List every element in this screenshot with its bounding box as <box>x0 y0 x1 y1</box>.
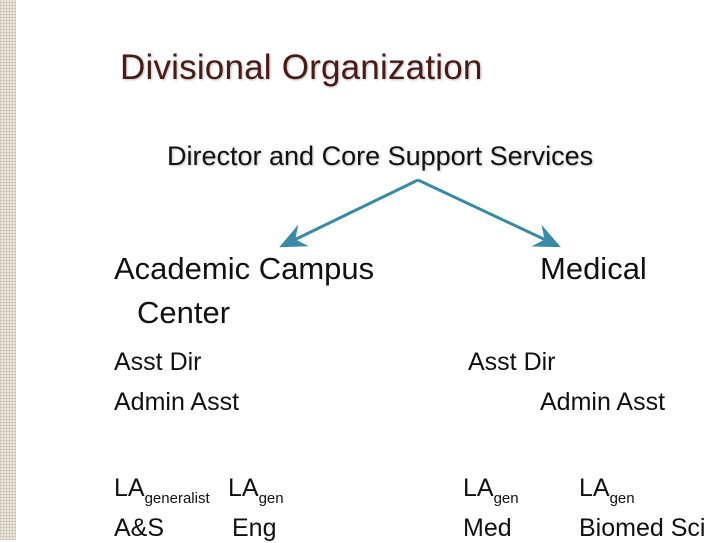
slide-title: Divisional Organization <box>120 48 483 87</box>
medical-heading: Medical <box>540 251 647 286</box>
academic-heading-line2: Center <box>137 295 231 330</box>
medical-la-label-med: Med <box>463 514 512 542</box>
la-base: LA <box>463 474 494 502</box>
medical-la-label-biomed: Biomed Sci <box>579 514 706 542</box>
medical-admin-asst: Admin Asst <box>540 388 666 416</box>
academic-heading-line1: Academic Campus <box>114 251 375 286</box>
medical-la-gen-med <box>463 474 519 507</box>
academic-la-generalist <box>114 474 210 507</box>
la-base: LA <box>579 474 610 502</box>
la-subscript: gen <box>258 490 284 507</box>
la-base: LA <box>228 474 259 502</box>
academic-admin-asst: Admin Asst <box>114 388 240 416</box>
arrow-to-medical <box>418 180 550 242</box>
director-node: Director and Core Support Services <box>167 141 594 171</box>
academic-la-label-as: A&S <box>114 514 165 542</box>
medical-asst-dir: Asst Dir <box>468 348 556 376</box>
la-subscript: generalist <box>144 490 210 507</box>
la-base: LA <box>114 474 145 502</box>
la-subscript: gen <box>609 490 635 507</box>
medical-la-gen-biomed <box>579 474 635 507</box>
arrow-to-academic <box>290 180 418 242</box>
academic-la-label-eng: Eng <box>232 514 277 542</box>
la-subscript: gen <box>493 490 519 507</box>
academic-la-gen <box>228 474 284 507</box>
academic-asst-dir: Asst Dir <box>114 348 202 376</box>
